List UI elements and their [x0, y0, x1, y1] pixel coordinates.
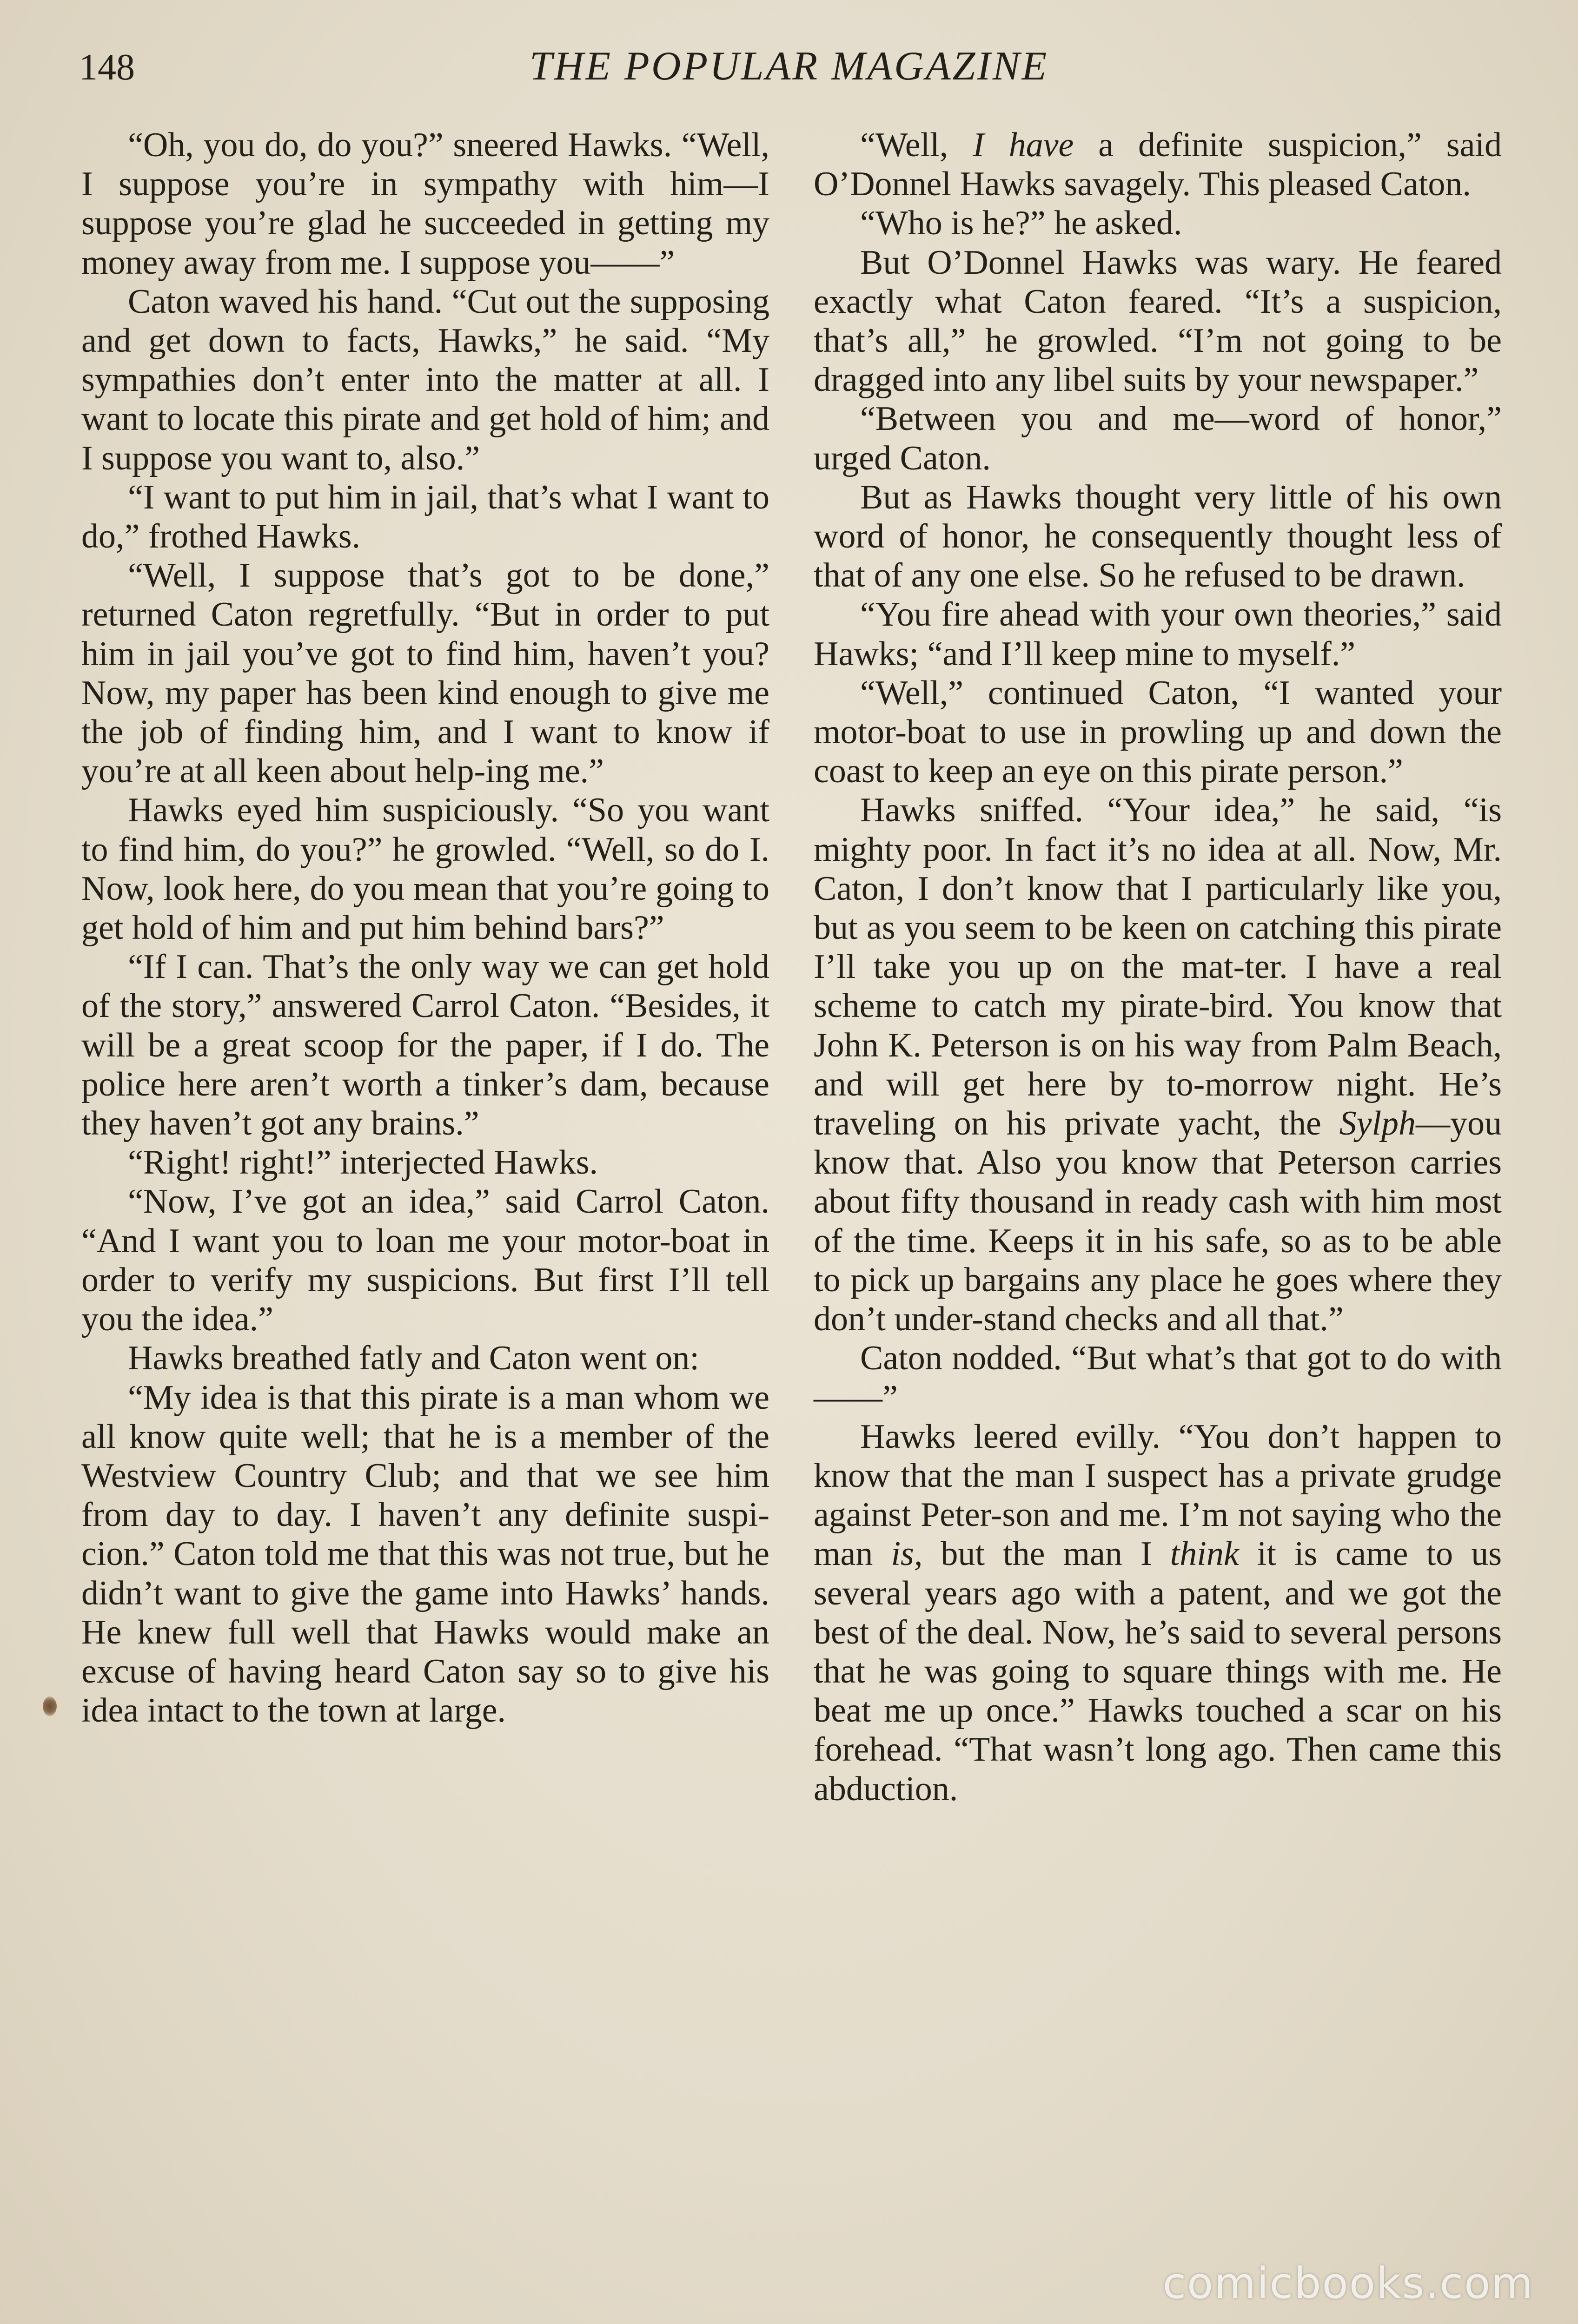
paragraph: “Well, I suppose that’s got to be done,” returned Caton regretfully. “But in order to put him in jail you’ve got to find him, haven’t you? Now, my paper has been kind enough to give me the job of finding him, and I want to know if you’re at all keen about help-ing me.” [81, 556, 769, 791]
left-column [81, 125, 769, 1730]
paragraph: But as Hawks thought very little of his own word of honor, he consequently thought less of that of any one else. So he refused to be drawn. [814, 478, 1502, 595]
paragraph: Caton nodded. “But what’s that got to do with——” [814, 1339, 1502, 1417]
paragraph: “Well, I have a definite suspicion,” said O’Donnel Hawks savagely. This pleased Caton. [814, 126, 1502, 204]
italic-text: think [1170, 1535, 1239, 1573]
paragraph: Hawks sniffed. “Your idea,” he said, “is mighty poor. In fact it’s no idea at all. Now, Mr. Caton, I don’t know that I particularly like you, but as you seem to be keen on catching this pirate I’ll take you up on the mat-ter. I have a real scheme to catch my pirate-bird. You know that John K. Peterson is on his way from Palm Beach, and will get here by to-morrow night. He’s traveling on his private yacht, the Sylph—you know that. Also you know that Peterson carries about fifty thousand in ready cash with him most of the time. Keeps it in his safe, so as to be able to pick up bargains any place he goes where they don’t under-stand checks and all that.” [814, 791, 1502, 1339]
paragraph: “My idea is that this pirate is a man whom we all know quite well; that he is a member of the Westview Country Club; and that we see him from day to day. I haven’t any definite suspi-cion.” Caton told me that this was not true, but he didn’t want to give the game into Hawks’ hands. He knew full well that Hawks would make an excuse of having heard Caton say so to give his idea intact to the town at large. [81, 1378, 769, 1730]
paragraph: “You fire ahead with your own theories,” said Hawks; “and I’ll keep mine to myself.” [814, 595, 1502, 673]
paragraph: Hawks eyed him suspiciously. “So you want to find him, do you?” he growled. “Well, so do I. Now, look here, do you mean that you’re going to get hold of him and put him behind bars?” [81, 791, 769, 947]
right-column [814, 125, 1502, 1809]
paragraph: Hawks leered evilly. “You don’t happen to know that the man I suspect has a private grudge against Peter-son and me. I’m not saying who the man is, but the man I think it is came to us several years ago with a patent, and we got the best of the deal. Now, he’s said to several persons that he was going to square things with me. He beat me up once.” Hawks touched a scar on his forehead. “That wasn’t long ago. Then came this abduction. [814, 1417, 1502, 1808]
paragraph: “Right! right!” interjected Hawks. [128, 1143, 598, 1182]
paragraph: “Who is he?” he asked. [860, 204, 1182, 243]
italic-text: is, [891, 1535, 923, 1573]
magazine-title: THE POPULAR MAGAZINE [529, 44, 1049, 89]
paragraph: “Between you and me—word of honor,” urged Caton. [814, 400, 1502, 477]
ink-stain [43, 1697, 57, 1716]
paragraph: “Oh, you do, do you?” sneered Hawks. “Well, I suppose you’re in sympathy with him—I suppose you’re glad he succeeded in getting my money away from me. I suppose you——” [81, 126, 769, 282]
running-head [79, 43, 1499, 103]
paragraph: Caton waved his hand. “Cut out the supposing and get down to facts, Hawks,” he said. “My sympathies don’t enter into the matter at all. I want to locate this pirate and get hold of him; and I suppose you want to, also.” [81, 282, 769, 477]
paragraph: “Well,” continued Caton, “I wanted your motor-boat to use in prowling up and down the coast to keep an eye on this pirate person.” [814, 673, 1502, 791]
italic-text: I have [973, 126, 1074, 164]
paragraph: “Now, I’ve got an idea,” said Carrol Caton. “And I want you to loan me your motor-boat in order to verify my suspicions. But first I’ll tell you the idea.” [81, 1182, 769, 1339]
watermark: comicbooks.com [1162, 2258, 1534, 2308]
paragraph: Hawks breathed fatly and Caton went on: [128, 1339, 699, 1378]
page-number: 148 [79, 47, 135, 88]
italic-text: Sylph [1339, 1104, 1416, 1143]
paragraph: But O’Donnel Hawks was wary. He feared exactly what Caton feared. “It’s a suspicion, that’s all,” he growled. “I’m not going to be dragged into any libel suits by your newspaper.” [814, 243, 1502, 399]
paragraph: “I want to put him in jail, that’s what I want to do,” frothed Hawks. [81, 478, 769, 556]
paragraph: “If I can. That’s the only way we can get hold of the story,” answered Carrol Caton. “Besides, it will be a great scoop for the paper, if I do. The police here aren’t worth a tinker’s dam, because they haven’t got any brains.” [81, 948, 769, 1143]
